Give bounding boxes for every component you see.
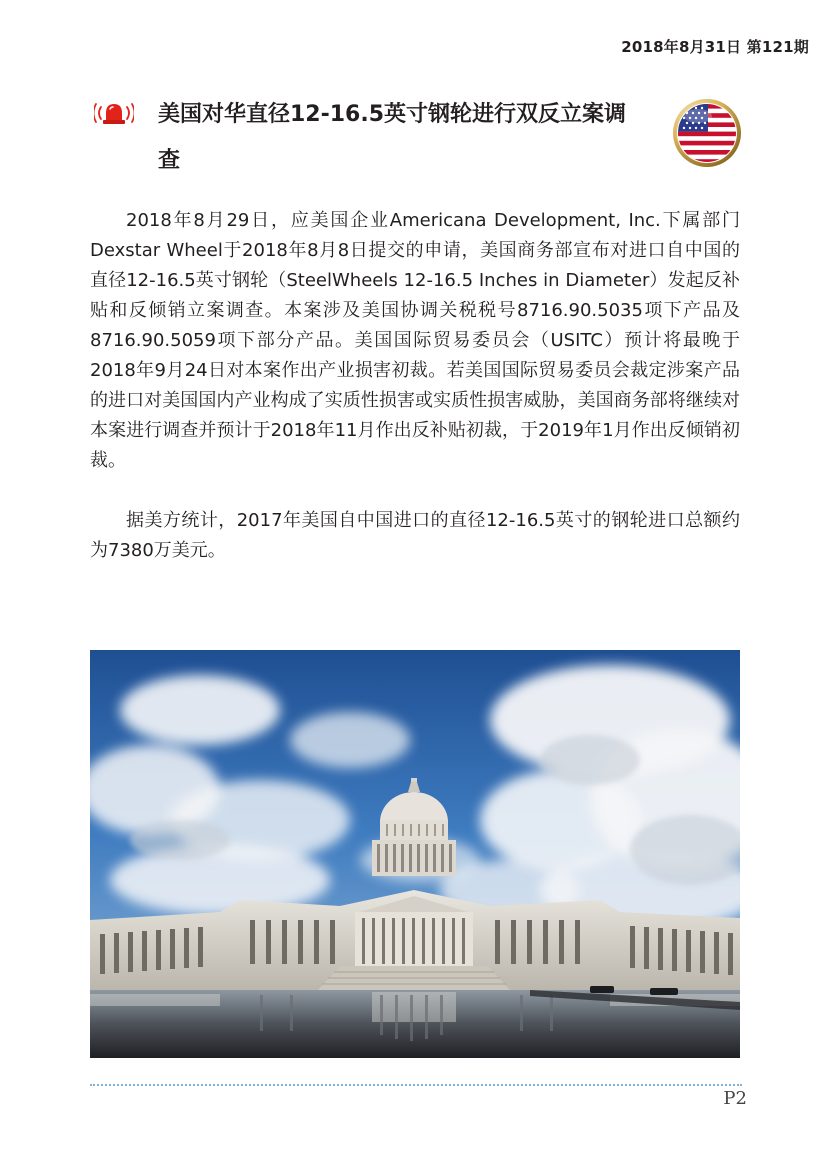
us-flag-icon [672,98,742,168]
page-number: P2 [723,1088,747,1109]
alarm-bell-icon [94,99,134,127]
article-paragraph: 2018年8月29日，应美国企业Americana Development, Inc.下属部门Dexstar Wheel于2018年8月8日提交的申请，美国商务部宣布对进口自中国的直径12-16.5英寸钢轮（SteelWheels 12-16.5 Inches in Diameter）发起反补贴和反倾销立案调查。本案涉及美国协调关税税号8716.90.5035项下产品及8716.90.5059项下部分产品。美国国际贸易委员会（USITC）预计将最晚于2018年9月24日对本案作出产业损害初裁。若美国国际贸易委员会裁定涉案产品的进口对美国国内产业构成了实质性损害或实质性损害威胁，美国商务部将继续对本案进行调查并预计于2018年11月作出反补贴初裁，于2019年1月作出反倾销初裁。 [90,210,740,471]
article-body [90,206,740,566]
footer-divider [90,1084,742,1086]
article-paragraph: 据美方统计，2017年美国自中国进口的直径12-16.5英寸的钢轮进口总额约为7380万美元。 [90,510,740,561]
article-title: 美国对华直径12-16.5英寸钢轮进行双反立案调查 [158,102,627,173]
capitol-building-photo [90,650,740,1058]
issue-date: 2018年8月31日 第121期 [621,38,809,56]
